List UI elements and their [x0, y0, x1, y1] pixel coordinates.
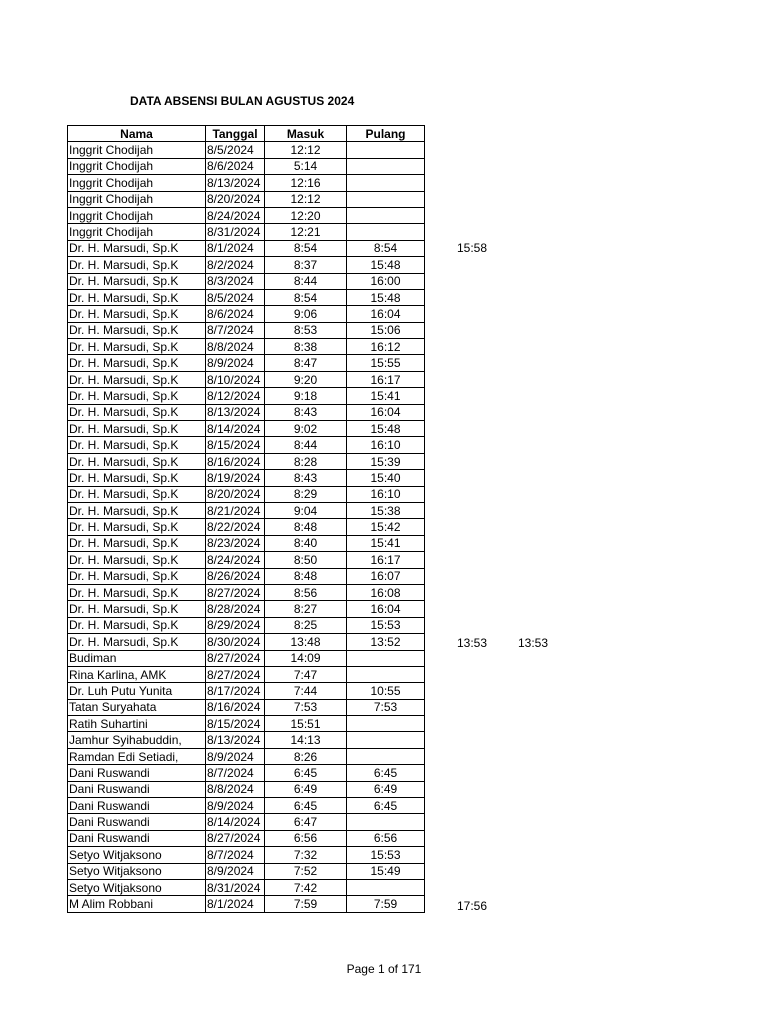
cell-masuk: 7:52 — [265, 863, 347, 879]
cell-pulang: 15:55 — [347, 355, 425, 371]
cell-tanggal: 8/22/2024 — [206, 519, 265, 535]
cell-masuk: 12:20 — [265, 207, 347, 223]
cell-tanggal: 8/27/2024 — [206, 650, 265, 666]
cell-pulang: 15:53 — [347, 847, 425, 863]
cell-nama: Dani Ruswandi — [68, 830, 206, 846]
cell-pulang: 8:54 — [347, 240, 425, 256]
table-row — [68, 453, 425, 469]
cell-nama: Dr. H. Marsudi, Sp.K — [68, 355, 206, 371]
cell-masuk: 8:53 — [265, 322, 347, 338]
cell-nama: Dani Ruswandi — [68, 798, 206, 814]
table-row — [68, 683, 425, 699]
table-row — [68, 224, 425, 240]
cell-pulang: 16:12 — [347, 339, 425, 355]
cell-nama: Inggrit Chodijah — [68, 175, 206, 191]
table-row — [68, 289, 425, 305]
cell-tanggal: 8/20/2024 — [206, 486, 265, 502]
cell-tanggal: 8/8/2024 — [206, 781, 265, 797]
cell-pulang: 16:17 — [347, 371, 425, 387]
cell-pulang: 15:48 — [347, 257, 425, 273]
table-row — [68, 404, 425, 420]
cell-nama: Setyo Witjaksono — [68, 863, 206, 879]
cell-nama: Dani Ruswandi — [68, 781, 206, 797]
cell-nama: Setyo Witjaksono — [68, 847, 206, 863]
cell-pulang: 7:53 — [347, 699, 425, 715]
cell-nama: Dr. H. Marsudi, Sp.K — [68, 519, 206, 535]
table-row — [68, 306, 425, 322]
cell-pulang — [347, 666, 425, 682]
table-row — [68, 584, 425, 600]
cell-nama: Dr. H. Marsudi, Sp.K — [68, 617, 206, 633]
cell-masuk: 8:38 — [265, 339, 347, 355]
cell-pulang — [347, 748, 425, 764]
cell-tanggal: 8/27/2024 — [206, 830, 265, 846]
cell-tanggal: 8/12/2024 — [206, 388, 265, 404]
cell-masuk: 12:12 — [265, 142, 347, 158]
cell-tanggal: 8/7/2024 — [206, 322, 265, 338]
cell-nama: Dr. H. Marsudi, Sp.K — [68, 371, 206, 387]
cell-nama: Ratih Suhartini — [68, 716, 206, 732]
cell-masuk: 6:47 — [265, 814, 347, 830]
cell-tanggal: 8/9/2024 — [206, 748, 265, 764]
cell-masuk: 7:53 — [265, 699, 347, 715]
cell-pulang: 7:59 — [347, 896, 425, 912]
table-row — [68, 552, 425, 568]
cell-tanggal: 8/21/2024 — [206, 502, 265, 518]
table-row — [68, 502, 425, 518]
table-row — [68, 470, 425, 486]
cell-nama: Dr. Luh Putu Yunita — [68, 683, 206, 699]
cell-tanggal: 8/27/2024 — [206, 584, 265, 600]
cell-masuk: 15:51 — [265, 716, 347, 732]
cell-nama: Dani Ruswandi — [68, 765, 206, 781]
cell-pulang: 15:48 — [347, 289, 425, 305]
cell-masuk: 6:45 — [265, 798, 347, 814]
table-body — [68, 142, 425, 912]
cell-tanggal: 8/10/2024 — [206, 371, 265, 387]
cell-tanggal: 8/15/2024 — [206, 716, 265, 732]
table-row — [68, 437, 425, 453]
cell-pulang: 6:45 — [347, 765, 425, 781]
cell-nama: Dr. H. Marsudi, Sp.K — [68, 601, 206, 617]
table-row — [68, 732, 425, 748]
cell-masuk: 6:45 — [265, 765, 347, 781]
table-row — [68, 601, 425, 617]
cell-pulang — [347, 732, 425, 748]
table-row — [68, 339, 425, 355]
extra-time: 15:58 — [457, 240, 488, 255]
cell-tanggal: 8/9/2024 — [206, 863, 265, 879]
page-number: Page 1 of 171 — [346, 962, 422, 976]
cell-tanggal: 8/24/2024 — [206, 552, 265, 568]
cell-pulang — [347, 207, 425, 223]
cell-tanggal: 8/14/2024 — [206, 421, 265, 437]
header-nama: Nama — [68, 126, 206, 142]
cell-nama: M Alim Robbani — [68, 896, 206, 912]
cell-tanggal: 8/1/2024 — [206, 896, 265, 912]
table-row — [68, 568, 425, 584]
cell-nama: Inggrit Chodijah — [68, 142, 206, 158]
cell-nama: Ramdan Edi Setiadi, — [68, 748, 206, 764]
table-row — [68, 617, 425, 633]
cell-masuk: 14:09 — [265, 650, 347, 666]
cell-tanggal: 8/5/2024 — [206, 142, 265, 158]
cell-tanggal: 8/8/2024 — [206, 339, 265, 355]
extra-time: 13:53 — [518, 635, 549, 650]
cell-nama: Dr. H. Marsudi, Sp.K — [68, 306, 206, 322]
cell-tanggal: 8/13/2024 — [206, 404, 265, 420]
cell-masuk: 8:40 — [265, 535, 347, 551]
table-row — [68, 355, 425, 371]
cell-masuk: 8:47 — [265, 355, 347, 371]
cell-pulang: 10:55 — [347, 683, 425, 699]
cell-masuk: 8:43 — [265, 404, 347, 420]
cell-tanggal: 8/9/2024 — [206, 355, 265, 371]
table-row — [68, 175, 425, 191]
cell-tanggal: 8/24/2024 — [206, 207, 265, 223]
cell-pulang: 16:04 — [347, 306, 425, 322]
cell-pulang: 16:10 — [347, 486, 425, 502]
table-row — [68, 257, 425, 273]
cell-pulang: 15:39 — [347, 453, 425, 469]
cell-pulang: 15:06 — [347, 322, 425, 338]
cell-masuk: 9:06 — [265, 306, 347, 322]
cell-masuk: 9:18 — [265, 388, 347, 404]
table-row — [68, 634, 425, 650]
cell-masuk: 7:42 — [265, 879, 347, 895]
table-row — [68, 191, 425, 207]
cell-tanggal: 8/9/2024 — [206, 798, 265, 814]
cell-masuk: 8:25 — [265, 617, 347, 633]
cell-nama: Inggrit Chodijah — [68, 191, 206, 207]
table-row — [68, 421, 425, 437]
cell-pulang: 6:49 — [347, 781, 425, 797]
cell-nama: Jamhur Syihabuddin, — [68, 732, 206, 748]
cell-masuk: 14:13 — [265, 732, 347, 748]
cell-nama: Dr. H. Marsudi, Sp.K — [68, 421, 206, 437]
cell-masuk: 8:48 — [265, 568, 347, 584]
table-row — [68, 814, 425, 830]
cell-tanggal: 8/26/2024 — [206, 568, 265, 584]
cell-masuk: 9:20 — [265, 371, 347, 387]
cell-pulang: 15:40 — [347, 470, 425, 486]
cell-pulang: 16:07 — [347, 568, 425, 584]
cell-tanggal: 8/2/2024 — [206, 257, 265, 273]
cell-nama: Dr. H. Marsudi, Sp.K — [68, 552, 206, 568]
cell-nama: Inggrit Chodijah — [68, 224, 206, 240]
cell-pulang: 15:49 — [347, 863, 425, 879]
cell-pulang: 16:10 — [347, 437, 425, 453]
cell-tanggal: 8/29/2024 — [206, 617, 265, 633]
cell-masuk: 8:48 — [265, 519, 347, 535]
cell-tanggal: 8/19/2024 — [206, 470, 265, 486]
cell-tanggal: 8/6/2024 — [206, 158, 265, 174]
cell-tanggal: 8/5/2024 — [206, 289, 265, 305]
cell-masuk: 7:44 — [265, 683, 347, 699]
table-row — [68, 896, 425, 912]
cell-pulang: 15:48 — [347, 421, 425, 437]
cell-masuk: 5:14 — [265, 158, 347, 174]
cell-masuk: 8:56 — [265, 584, 347, 600]
table-row — [68, 781, 425, 797]
table-row — [68, 879, 425, 895]
table-row — [68, 273, 425, 289]
cell-masuk: 8:27 — [265, 601, 347, 617]
cell-pulang: 15:41 — [347, 535, 425, 551]
table-row — [68, 142, 425, 158]
cell-nama: Dr. H. Marsudi, Sp.K — [68, 634, 206, 650]
cell-masuk: 7:47 — [265, 666, 347, 682]
cell-masuk: 12:21 — [265, 224, 347, 240]
table-header-row — [68, 126, 425, 142]
cell-masuk: 8:28 — [265, 453, 347, 469]
cell-tanggal: 8/6/2024 — [206, 306, 265, 322]
cell-masuk: 8:43 — [265, 470, 347, 486]
table-row — [68, 650, 425, 666]
cell-nama: Dr. H. Marsudi, Sp.K — [68, 388, 206, 404]
cell-pulang: 16:04 — [347, 601, 425, 617]
cell-pulang — [347, 224, 425, 240]
cell-pulang — [347, 650, 425, 666]
cell-pulang: 16:08 — [347, 584, 425, 600]
cell-nama: Tatan Suryahata — [68, 699, 206, 715]
table-row — [68, 798, 425, 814]
cell-nama: Dr. H. Marsudi, Sp.K — [68, 257, 206, 273]
table-row — [68, 519, 425, 535]
cell-nama: Dr. H. Marsudi, Sp.K — [68, 437, 206, 453]
cell-nama: Dr. H. Marsudi, Sp.K — [68, 453, 206, 469]
cell-masuk: 8:26 — [265, 748, 347, 764]
table-row — [68, 699, 425, 715]
cell-tanggal: 8/31/2024 — [206, 224, 265, 240]
cell-pulang: 6:45 — [347, 798, 425, 814]
cell-nama: Dr. H. Marsudi, Sp.K — [68, 289, 206, 305]
cell-masuk: 8:54 — [265, 240, 347, 256]
cell-pulang: 15:41 — [347, 388, 425, 404]
cell-nama: Dani Ruswandi — [68, 814, 206, 830]
cell-nama: Inggrit Chodijah — [68, 207, 206, 223]
cell-tanggal: 8/7/2024 — [206, 847, 265, 863]
cell-tanggal: 8/16/2024 — [206, 453, 265, 469]
cell-tanggal: 8/20/2024 — [206, 191, 265, 207]
cell-tanggal: 8/31/2024 — [206, 879, 265, 895]
cell-masuk: 12:12 — [265, 191, 347, 207]
extra-time: 13:53 — [457, 635, 488, 650]
extra-time: 17:56 — [457, 898, 488, 913]
cell-pulang — [347, 716, 425, 732]
cell-nama: Dr. H. Marsudi, Sp.K — [68, 404, 206, 420]
cell-pulang: 16:00 — [347, 273, 425, 289]
table-row — [68, 535, 425, 551]
cell-masuk: 8:44 — [265, 273, 347, 289]
cell-nama: Budiman — [68, 650, 206, 666]
table-row — [68, 847, 425, 863]
cell-nama: Dr. H. Marsudi, Sp.K — [68, 486, 206, 502]
cell-tanggal: 8/27/2024 — [206, 666, 265, 682]
cell-tanggal: 8/13/2024 — [206, 175, 265, 191]
cell-nama: Dr. H. Marsudi, Sp.K — [68, 584, 206, 600]
cell-nama: Dr. H. Marsudi, Sp.K — [68, 240, 206, 256]
cell-nama: Dr. H. Marsudi, Sp.K — [68, 470, 206, 486]
cell-pulang — [347, 191, 425, 207]
cell-pulang: 15:42 — [347, 519, 425, 535]
cell-pulang: 13:52 — [347, 634, 425, 650]
table-row — [68, 207, 425, 223]
table-row — [68, 158, 425, 174]
cell-pulang: 6:56 — [347, 830, 425, 846]
attendance-table — [67, 125, 425, 913]
cell-pulang: 16:04 — [347, 404, 425, 420]
cell-masuk: 8:29 — [265, 486, 347, 502]
table-row — [68, 830, 425, 846]
cell-masuk: 7:32 — [265, 847, 347, 863]
cell-pulang: 16:17 — [347, 552, 425, 568]
cell-masuk: 12:16 — [265, 175, 347, 191]
table-row — [68, 765, 425, 781]
cell-masuk: 8:44 — [265, 437, 347, 453]
cell-masuk: 7:59 — [265, 896, 347, 912]
table-row — [68, 388, 425, 404]
table-row — [68, 666, 425, 682]
cell-masuk: 8:54 — [265, 289, 347, 305]
cell-nama: Setyo Witjaksono — [68, 879, 206, 895]
cell-nama: Dr. H. Marsudi, Sp.K — [68, 535, 206, 551]
table-row — [68, 322, 425, 338]
cell-nama: Dr. H. Marsudi, Sp.K — [68, 568, 206, 584]
cell-masuk: 9:04 — [265, 502, 347, 518]
cell-nama: Dr. H. Marsudi, Sp.K — [68, 502, 206, 518]
cell-nama: Inggrit Chodijah — [68, 158, 206, 174]
cell-tanggal: 8/14/2024 — [206, 814, 265, 830]
cell-tanggal: 8/7/2024 — [206, 765, 265, 781]
cell-pulang — [347, 158, 425, 174]
cell-tanggal: 8/23/2024 — [206, 535, 265, 551]
cell-nama: Dr. H. Marsudi, Sp.K — [68, 273, 206, 289]
cell-tanggal: 8/28/2024 — [206, 601, 265, 617]
cell-pulang — [347, 814, 425, 830]
table-row — [68, 863, 425, 879]
cell-tanggal: 8/17/2024 — [206, 683, 265, 699]
cell-masuk: 6:49 — [265, 781, 347, 797]
table-row — [68, 486, 425, 502]
cell-tanggal: 8/30/2024 — [206, 634, 265, 650]
cell-masuk: 13:48 — [265, 634, 347, 650]
cell-pulang: 15:53 — [347, 617, 425, 633]
table-row — [68, 371, 425, 387]
cell-masuk: 8:37 — [265, 257, 347, 273]
cell-masuk: 6:56 — [265, 830, 347, 846]
page-title: DATA ABSENSI BULAN AGUSTUS 2024 — [130, 94, 355, 108]
cell-tanggal: 8/16/2024 — [206, 699, 265, 715]
cell-pulang — [347, 175, 425, 191]
header-masuk: Masuk — [265, 126, 347, 142]
cell-tanggal: 8/15/2024 — [206, 437, 265, 453]
table-row — [68, 240, 425, 256]
cell-nama: Rina Karlina, AMK — [68, 666, 206, 682]
cell-masuk: 8:50 — [265, 552, 347, 568]
table-row — [68, 748, 425, 764]
cell-tanggal: 8/3/2024 — [206, 273, 265, 289]
cell-pulang — [347, 879, 425, 895]
header-pulang: Pulang — [347, 126, 425, 142]
cell-nama: Dr. H. Marsudi, Sp.K — [68, 339, 206, 355]
table-row — [68, 716, 425, 732]
cell-pulang: 15:38 — [347, 502, 425, 518]
cell-tanggal: 8/1/2024 — [206, 240, 265, 256]
header-tanggal: Tanggal — [206, 126, 265, 142]
cell-nama: Dr. H. Marsudi, Sp.K — [68, 322, 206, 338]
cell-tanggal: 8/13/2024 — [206, 732, 265, 748]
cell-pulang — [347, 142, 425, 158]
cell-masuk: 9:02 — [265, 421, 347, 437]
